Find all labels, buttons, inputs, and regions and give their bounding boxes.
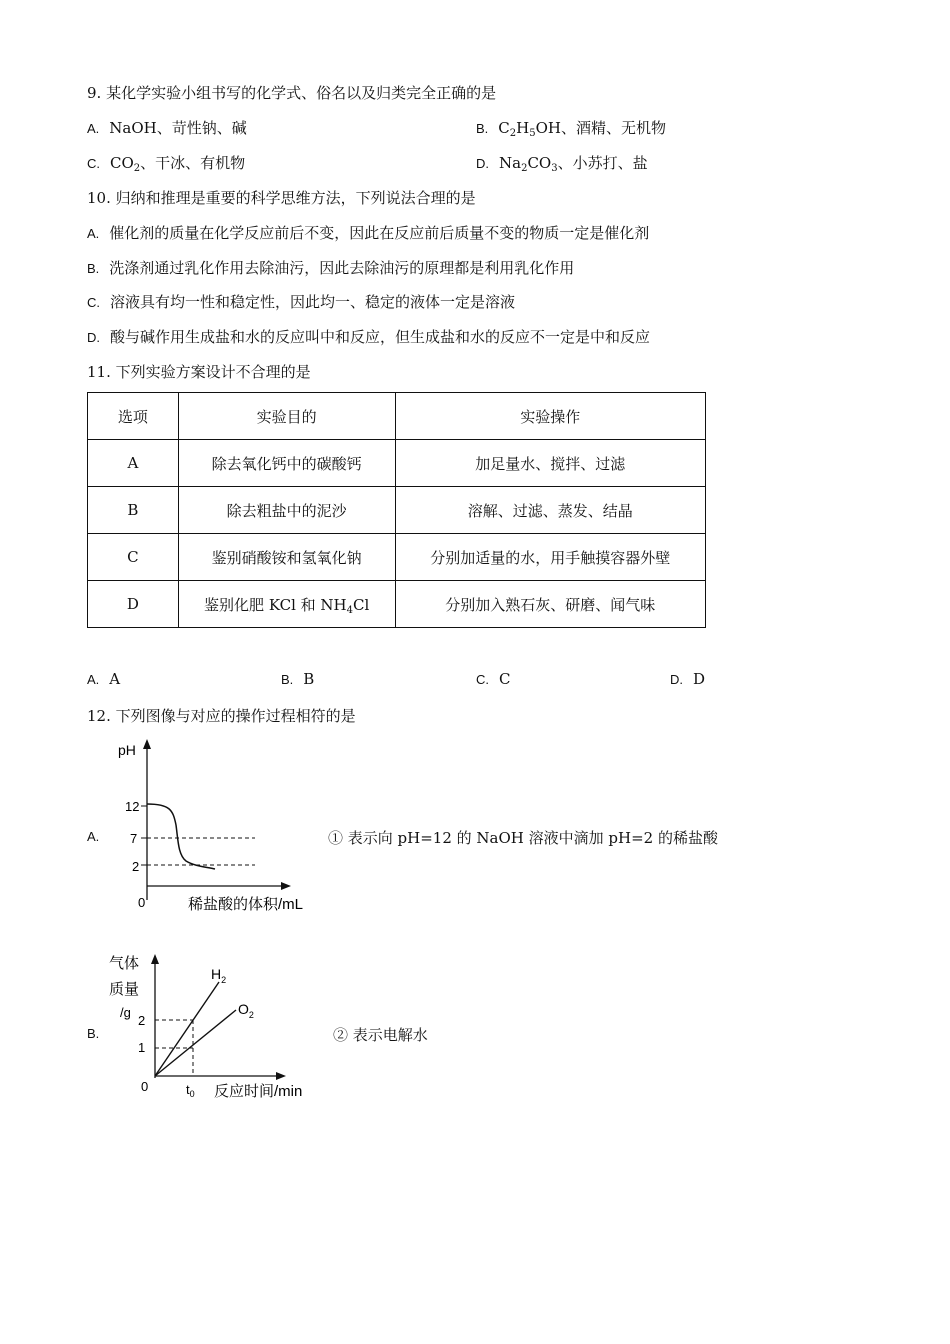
- header-option: 选项: [88, 393, 179, 440]
- q9-option-c[interactable]: C. $CO_2$、干冰、有机物: [87, 154, 246, 174]
- q9-option-d[interactable]: D. $Na_2CO_3$、小苏打、盐: [476, 154, 648, 174]
- electrolysis-chart: [100, 948, 325, 1108]
- y-axis-unit: /g: [120, 1005, 131, 1020]
- o2-line: [155, 1010, 236, 1076]
- origin-label: 0: [138, 895, 146, 910]
- q12-stem: 12. 下列图像与对应的操作过程相符的是: [87, 707, 356, 725]
- table-row: C 鉴别硝酸铵和氢氧化钠 分别加适量的水，用手触摸容器外壁: [88, 534, 706, 581]
- q11-answer-d[interactable]: D. D: [670, 670, 706, 688]
- experiment-table: [87, 392, 706, 628]
- q11-answer-c[interactable]: C. C: [476, 670, 511, 688]
- q9-stem: 9. 某化学实验小组书写的化学式、俗名以及归类完全正确的是: [87, 84, 497, 102]
- header-purpose: 实验目的: [178, 393, 395, 440]
- q11-stem: 11. 下列实验方案设计不合理的是: [87, 363, 311, 381]
- option-label: A.: [87, 121, 100, 136]
- t0-label: $t_0$: [186, 1082, 195, 1099]
- q10-stem: 10. 归纳和推理是重要的科学思维方法，下列说法合理的是: [87, 189, 476, 207]
- q12-option-a-desc: ① 表示向 pH=12 的 NaOH 溶液中滴加 pH=2 的稀盐酸: [328, 829, 718, 847]
- q12-option-b-desc: ② 表示电解水: [333, 1026, 428, 1044]
- q10-option-a[interactable]: A. 催化剂的质量在化学反应前后不变，因此在反应前后质量不变的物质一定是催化剂: [87, 224, 650, 242]
- option-label: B.: [476, 121, 489, 136]
- ph-chart: [110, 735, 325, 915]
- tick-label: 12: [125, 799, 140, 814]
- x-axis-arrow: [276, 1072, 286, 1080]
- table-header-row: [88, 393, 706, 440]
- tick-label: 2: [132, 859, 140, 874]
- tick-label: 7: [130, 831, 138, 846]
- q10-option-c[interactable]: C. 溶液具有均一性和稳定性，因此均一、稳定的液体一定是溶液: [87, 293, 516, 311]
- table-row: A 除去氧化钙中的碳酸钙 加足量水、搅拌、过滤: [88, 440, 706, 487]
- q9-option-a[interactable]: A. NaOH、苛性钠、碱: [87, 119, 247, 137]
- y-axis-arrow: [151, 954, 159, 964]
- q10-option-d[interactable]: D. 酸与碱作用生成盐和水的反应叫中和反应，但生成盐和水的反应不一定是中和反应: [87, 328, 651, 346]
- h2-line: [155, 982, 219, 1076]
- h2-label: $H_2$: [211, 966, 227, 985]
- origin-label: 0: [141, 1079, 149, 1094]
- header-operation: 实验操作: [395, 393, 705, 440]
- y-axis-label: pH: [118, 742, 136, 758]
- q10-option-b[interactable]: B. 洗涤剂通过乳化作用去除油污，因此去除油污的原理都是利用乳化作用: [87, 259, 575, 277]
- q12-option-a[interactable]: A.: [87, 829, 100, 844]
- table-row: B 除去粗盐中的泥沙 溶解、过滤、蒸发、结晶: [88, 487, 706, 534]
- option-label: D.: [476, 156, 489, 171]
- y-axis-label: 气体: [109, 955, 140, 972]
- ph-curve: [147, 804, 215, 869]
- tick-label: 1: [138, 1040, 146, 1055]
- q11-answer-a[interactable]: A. A: [87, 670, 121, 688]
- option-label: C.: [87, 156, 100, 171]
- x-axis-label: 反应时间/min: [214, 1083, 303, 1100]
- q12-option-b[interactable]: B.: [87, 1026, 100, 1041]
- y-axis-label: 质量: [109, 981, 140, 998]
- y-axis-arrow: [143, 739, 151, 749]
- tick-label: 2: [138, 1013, 146, 1028]
- table-row: D 鉴别化肥 KCl 和 $NH_4Cl$ 分别加入熟石灰、研磨、闻气味: [88, 581, 706, 628]
- q9-option-b[interactable]: B. $C_2H_5OH$、酒精、无机物: [476, 119, 667, 139]
- o2-label: $O_2$: [238, 1001, 254, 1020]
- q11-answer-b[interactable]: B. B: [281, 670, 315, 688]
- x-axis-label: 稀盐酸的体积/mL: [188, 896, 304, 913]
- x-axis-arrow: [281, 882, 291, 890]
